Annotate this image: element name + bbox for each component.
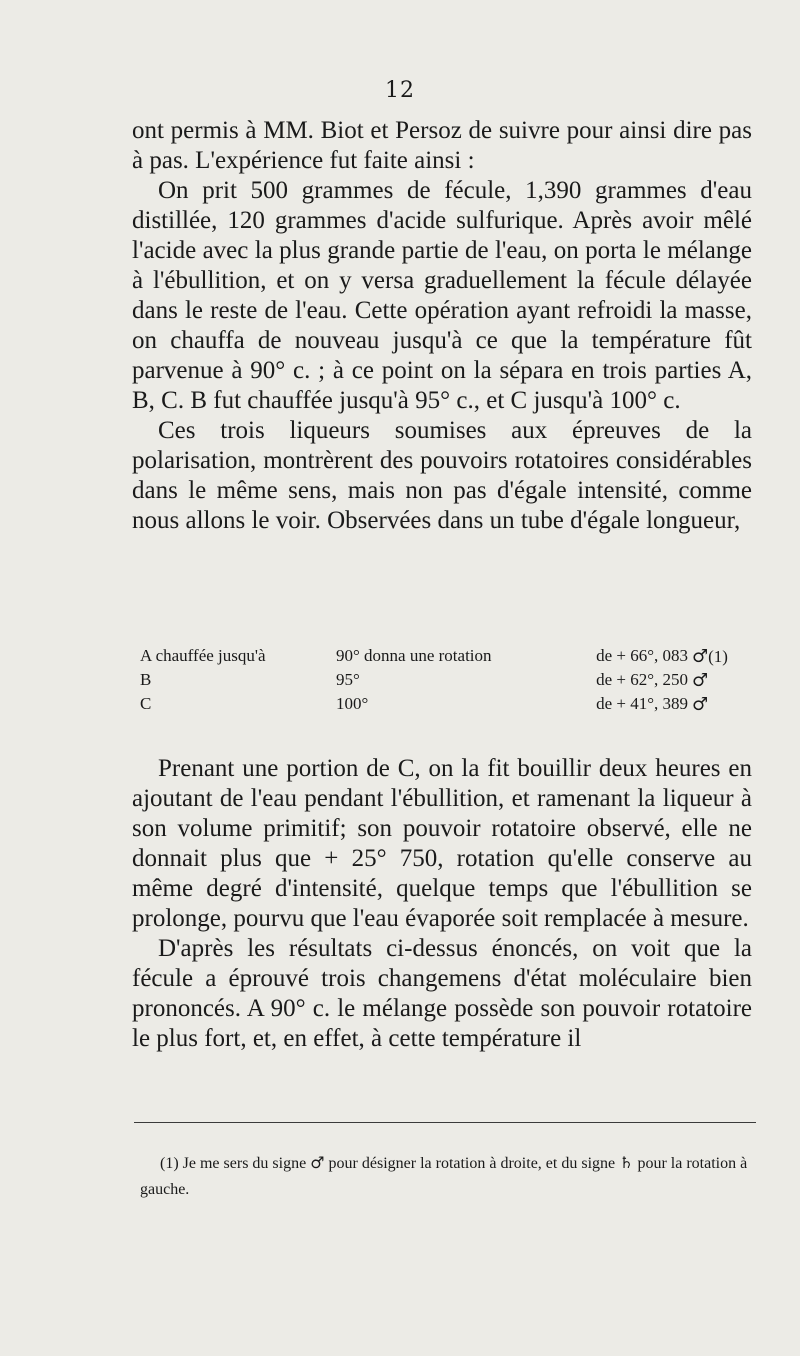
body-text-bottom (132, 754, 752, 1054)
footnote-divider (134, 1122, 756, 1123)
footnote (140, 1150, 760, 1203)
row-temperature: 90° donna une rotation (336, 646, 492, 665)
mars-icon: ♂ (692, 694, 709, 715)
paragraph-continuation: ont permis à MM. Biot et Persoz de suivre pour ainsi dire pas à pas. L'expérience fut faite ainsi : (132, 117, 752, 174)
rotation-table (140, 646, 760, 718)
row-rotation: de + 62°, 250 (596, 670, 688, 689)
row-label: B (140, 670, 152, 689)
table-row (140, 646, 760, 670)
paragraph-boiling: Prenant une portion de C, on la fit bouillir deux heures en ajoutant de l'eau pendant l'ébullition, et ramenant la liqueur à son volume primitif; son pouvoir rotatoire observé, elle ne donnait plus que + 25° 750, rotation qu'elle conserve au même degré d'intensité, quelque temps que l'ébullition se prolonge, pourvu que l'eau évaporée soit remplacée à mesure. (132, 755, 752, 932)
saturn-icon: ♄ (619, 1153, 634, 1172)
footnote-text-2: pour désigner la rotation à droite, et du signe (328, 1155, 616, 1172)
mars-icon: ♂ (692, 646, 709, 667)
footnote-text-1: (1) Je me sers du signe (160, 1155, 307, 1172)
row-label: C (140, 694, 152, 713)
body-text-top (132, 116, 752, 536)
row-rotation: de + 66°, 083 (596, 646, 688, 665)
row-sign (692, 694, 708, 715)
table-row (140, 694, 760, 718)
mars-icon: ♂ (310, 1153, 325, 1172)
mars-icon: ♂ (692, 670, 709, 691)
row-sign (692, 646, 728, 667)
paragraph-polarisation: Ces trois liqueurs soumises aux épreuves de la polarisation, montrèrent des pouvoirs rotatoires considérables dans le même sens, mais non pas d'égale intensité, comme nous allons le voir. Observées dans un tube d'égale longueur, (132, 417, 752, 534)
row-temperature: 95° (336, 670, 360, 689)
table-row (140, 670, 760, 694)
row-label: A chauffée jusqu'à (140, 646, 266, 665)
page-number: 12 (385, 78, 415, 103)
paragraph-results: D'après les résultats ci-dessus énoncés, on voit que la fécule a éprouvé trois changemens d'état moléculaire bien prononcés. A 90° c. le mélange possède son pouvoir rotatoire le plus fort, et, en effet, à cette température il (132, 935, 752, 1052)
row-temperature: 100° (336, 694, 369, 713)
footnote-marker: (1) (708, 647, 728, 666)
footnote-text-3: pour la rotation à gauche. (140, 1155, 748, 1198)
row-sign (692, 670, 708, 691)
row-rotation: de + 41°, 389 (596, 694, 688, 713)
paragraph-experiment: On prit 500 grammes de fécule, 1,390 grammes d'eau distillée, 120 grammes d'acide sulfurique. Après avoir mêlé l'acide avec la plus grande partie de l'eau, on porta le mélange à l'ébullition, et on y versa graduellement la fécule délayée dans le reste de l'eau. Cette opération ayant refroidi la masse, on chauffa de nouveau jusqu'à ce que la température fût parvenue à 90° c. ; à ce point on la sépara en trois parties A, B, C. B fut chauffée jusqu'à 95° c., et C jusqu'à 100° c. (132, 177, 752, 414)
